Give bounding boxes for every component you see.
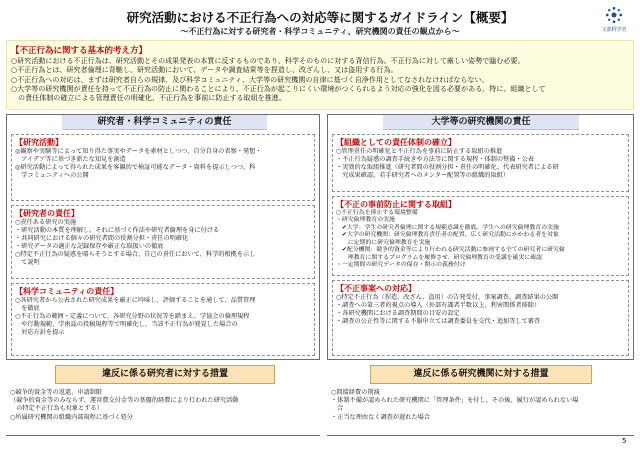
section-line: ○特定不正行為（捏造、改ざん、盗用）の告発受付、事案調査、調査結果の公開: [336, 294, 559, 301]
researcher-measures-box: [6, 385, 320, 436]
researcher-measures-text: [10, 389, 316, 422]
basic-concept-heading: 【不正行為に関する基本的考え方】: [11, 46, 148, 56]
research-activity-section: [11, 134, 315, 201]
section-line: に定期的に研究倫理教育を実施: [336, 239, 431, 246]
basic-concept-box: [6, 40, 634, 110]
institution-panel-heading: 大学等の研究機関の責任: [383, 115, 579, 130]
section-line: ・調査への第三者的視点の導入（外部有識者半数以上、利害関係者排除）: [336, 302, 541, 310]
basic-line: の責任体制の確立による管理責任の明確化、不正行為を事前に防止する取組を推進。: [11, 93, 286, 103]
section-body: [336, 148, 624, 180]
prevention-section: [332, 196, 629, 276]
section-line: て説明: [15, 259, 40, 267]
researcher-responsibility-panel: [6, 114, 320, 360]
section-line: ○不正行為の範囲・定義について、各研究分野の状況等を踏まえ、学協会の倫理規程: [15, 313, 250, 321]
section-line: 究成果確認、若手研究者へのメンター配置等の組織的取組）: [336, 172, 510, 180]
section-line: ・研究データの適正な記録保存や厳正な取扱いの徹底: [15, 243, 164, 251]
section-line: ・調査の公正性等に関する不服申立ては調査委員を交代・追加等して審査: [336, 318, 541, 326]
measure-line: ・正当な理由なく調査が遅れた場合: [331, 413, 430, 421]
section-title: 【不正事案への対応】: [336, 284, 416, 293]
responsibility-system-section: [332, 134, 629, 192]
section-line: ○不正行為を抑止する環境整備: [336, 210, 418, 216]
page-title: 研究活動における不正行為への対応等に関するガイドライン【概要】: [126, 10, 514, 25]
basic-line: ○不正行為への対応は、まずは研究者自らの規律、及び科学コミュニティ、大学等の研究機関の自律に基づく自浄作用としてなされなければならない。: [11, 74, 489, 84]
misconduct-response-section: [332, 280, 629, 356]
basic-line: ○大学等の研究機関が責任を持って不正行為の防止に関わることにより、不正行為が起こりにくい環境がつくられるよう対応の強化を図る必要がある。特に、組織として: [11, 83, 546, 93]
section-line: 学コミュニティへの公開: [15, 172, 89, 180]
section-line: 理教育に関するプログラムを履修させ、研究倫理教育の受講を確実に確認: [336, 254, 542, 261]
institution-responsibility-panel: [327, 114, 634, 360]
measure-line: の特定不正行為も対象とする）: [10, 405, 103, 413]
section-line: ○特定不正行為の疑惑を晴らそうとする場合、自己の責任において、科学的根拠を示し: [15, 251, 256, 259]
logo-text: 文部科学省: [601, 27, 627, 33]
section-line: ◎観察や実験等によって知り得た事実やデータを素材としつつ、自分自身の省察・発想・: [15, 148, 262, 155]
section-line: を徹底: [15, 305, 40, 313]
section-line: ・一定期間の研究データの保存・開示の義務付け: [336, 262, 466, 269]
institution-measures-text: [331, 389, 630, 422]
section-line: アイデア等に基づき新たな知見を創造: [15, 156, 126, 164]
section-line: や行動規範、学術誌の投稿規程等で明確化し、当該不正行為が発覚した場合の: [15, 321, 238, 329]
section-body: [336, 294, 624, 326]
researcher-panel-heading: 研究者・科学コミュニティの責任: [62, 115, 267, 130]
basic-line: ○不正行為とは、研究者倫理に背馳し、研究活動において、データや調査結果等を捏造し、改ざんし、又は盗用する行為。: [11, 65, 398, 75]
measure-line: 合: [331, 405, 344, 413]
measure-line: ○間接経費の削減: [331, 389, 380, 396]
researcher-duty-section: [11, 205, 315, 279]
section-body: [336, 210, 624, 270]
institution-measures-box: [327, 385, 634, 436]
researcher-measures-heading: 違反に係る研究者に対する措置: [55, 365, 275, 384]
section-title: 【研究活動】: [15, 138, 63, 147]
mext-logo: [595, 6, 631, 42]
section-line: ✔大学の研究機関：研究倫理教育責任者の配置。広く研究活動にかかわる者を対象: [336, 232, 559, 239]
measure-line: ○所属研究機関の組織内部規程に基づく処分: [10, 413, 133, 421]
section-line: ○各研究者から公表された研究成果を厳正に吟味し、評価することを通して、品質管理: [15, 297, 256, 304]
section-line: ・各研究機関における調査期間の目安の設定: [336, 310, 460, 318]
section-line: ○責任ある研究の実施: [15, 219, 77, 226]
section-title: 【研究者の責任】: [15, 209, 79, 218]
section-body: [15, 219, 310, 268]
basic-line: ○研究活動における不正行為は、研究活動とその成果発表の本質に反するものであり、科学そのものに対する背信行為。不正行為に対して厳しい姿勢で臨む必要。: [11, 56, 525, 65]
section-title: 【組織としての責任体制の確立】: [336, 138, 456, 147]
section-line: ・研究倫理教育の実施: [336, 217, 395, 224]
section-line: ・研究活動の本質を理解し、それに基づく作法や研究者倫理を身に付ける: [15, 227, 220, 235]
basic-concept-text: [11, 56, 627, 102]
section-line: ・不正行為疑惑の調査手続きや方法等に関する規程・体制の整備・公表: [336, 156, 534, 164]
page-number: 5: [622, 437, 627, 445]
institution-measures-heading: 違反に係る研究機関に対する措置: [370, 365, 592, 384]
section-line: ◎研究活動によって得られた成果を客観的で検証可能なデータ・資料を提示しつつ、科: [15, 164, 256, 172]
section-title: 【不正の事前防止に関する取組】: [336, 200, 456, 209]
section-body: [15, 148, 310, 180]
section-body: [15, 297, 310, 337]
section-line: ○管理責任の明確化と不正行為を事前に防止する取組の推進: [336, 148, 503, 155]
section-line: ・実効的な取組推進（研究者間の役割分担・責任の明確化、代表研究者による研: [336, 164, 559, 172]
science-community-section: [11, 283, 315, 356]
measure-line: ・体制不備が認められた研究機関に「管理条件」を付し、その後、履行が認められない場: [331, 397, 579, 405]
section-line: ✔大学：学生の研究者倫理に関する規範意識を徹底。学生への研究倫理教育の実施: [336, 224, 559, 231]
mext-emblem-icon: [605, 6, 623, 24]
section-line: ✔配分機関：競争的資金等により行われる研究活動に参画する全ての研究者に研究倫: [336, 247, 565, 254]
section-line: ・共同研究における個々の研究者間の役割分担・責任の明確化: [15, 235, 189, 243]
measure-line: （競争的資金等のみならず、運営費交付金等の基盤的経費により行われた研究活動: [10, 397, 239, 405]
section-line: 対応方針を提示: [15, 329, 65, 337]
page-subtitle: ～不正行為に対する研究者・科学コミュニティ、研究機関の責任の観点から～: [180, 27, 460, 36]
measure-line: ○競争的資金等の返還、申請制限: [10, 389, 103, 396]
section-title: 【科学コミュニティの責任】: [15, 287, 119, 296]
